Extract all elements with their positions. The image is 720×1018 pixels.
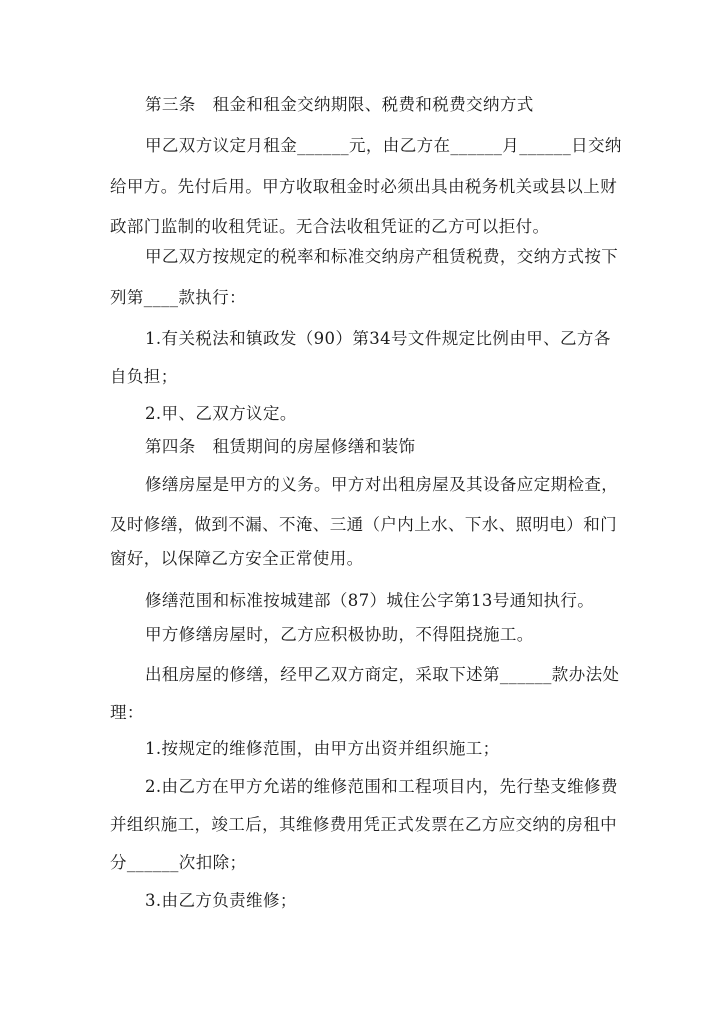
tax-item-2: 2.甲、乙双方议定。 bbox=[145, 404, 297, 423]
paragraph-repair-line-2: 及时修缮，做到不漏、不淹、三通（户内上水、下水、照明电）和门 bbox=[110, 515, 617, 534]
paragraph-method-line-1: 出租房屋的修缮，经甲乙双方商定，采取下述第______款办法处 bbox=[145, 665, 620, 684]
method-item-2-line-1: 2.由乙方在甲方允诺的维修范围和工程项目内，先行垫支维修费 bbox=[145, 777, 618, 796]
tax-item-1-line-2: 自负担； bbox=[110, 367, 178, 386]
paragraph-method-line-2: 理： bbox=[110, 703, 144, 722]
paragraph-repair-scope: 修缮范围和标准按城建部（87）城住公字第13号通知执行。 bbox=[145, 591, 595, 610]
article-3-heading: 第三条 租金和租金交纳期限、税费和税费交纳方式 bbox=[145, 95, 534, 114]
article-4-heading: 第四条 租赁期间的房屋修缮和装饰 bbox=[145, 437, 416, 456]
paragraph-rent-line-3: 政部门监制的收租凭证。无合法收租凭证的乙方可以拒付。 bbox=[110, 217, 550, 236]
paragraph-tax-line-2: 列第____款执行： bbox=[110, 288, 246, 307]
paragraph-rent-line-2: 给甲方。先付后用。甲方收取租金时必须出具由税务机关或县以上财 bbox=[110, 177, 617, 196]
method-item-3: 3.由乙方负责维修； bbox=[145, 891, 297, 910]
method-item-2-line-3: 分______次扣除； bbox=[110, 853, 247, 872]
paragraph-tax-line-1: 甲乙双方按规定的税率和标准交纳房产租赁税费，交纳方式按下 bbox=[145, 247, 619, 266]
paragraph-repair-line-3: 窗好，以保障乙方安全正常使用。 bbox=[110, 549, 364, 568]
method-item-1: 1.按规定的维修范围，由甲方出资并组织施工； bbox=[145, 739, 500, 758]
paragraph-repair-line-1: 修缮房屋是甲方的义务。甲方对出租房屋及其设备应定期检查， bbox=[145, 475, 619, 494]
method-item-2-line-2: 并组织施工，竣工后，其维修费用凭正式发票在乙方应交纳的房租中 bbox=[110, 815, 617, 834]
paragraph-rent-line-1: 甲乙双方议定月租金______元，由乙方在______月______日交纳 bbox=[145, 136, 622, 155]
paragraph-cooperation: 甲方修缮房屋时，乙方应积极协助，不得阻挠施工。 bbox=[145, 625, 534, 644]
tax-item-1-line-1: 1.有关税法和镇政发（90）第34号文件规定比例由甲、乙方各 bbox=[145, 329, 611, 348]
